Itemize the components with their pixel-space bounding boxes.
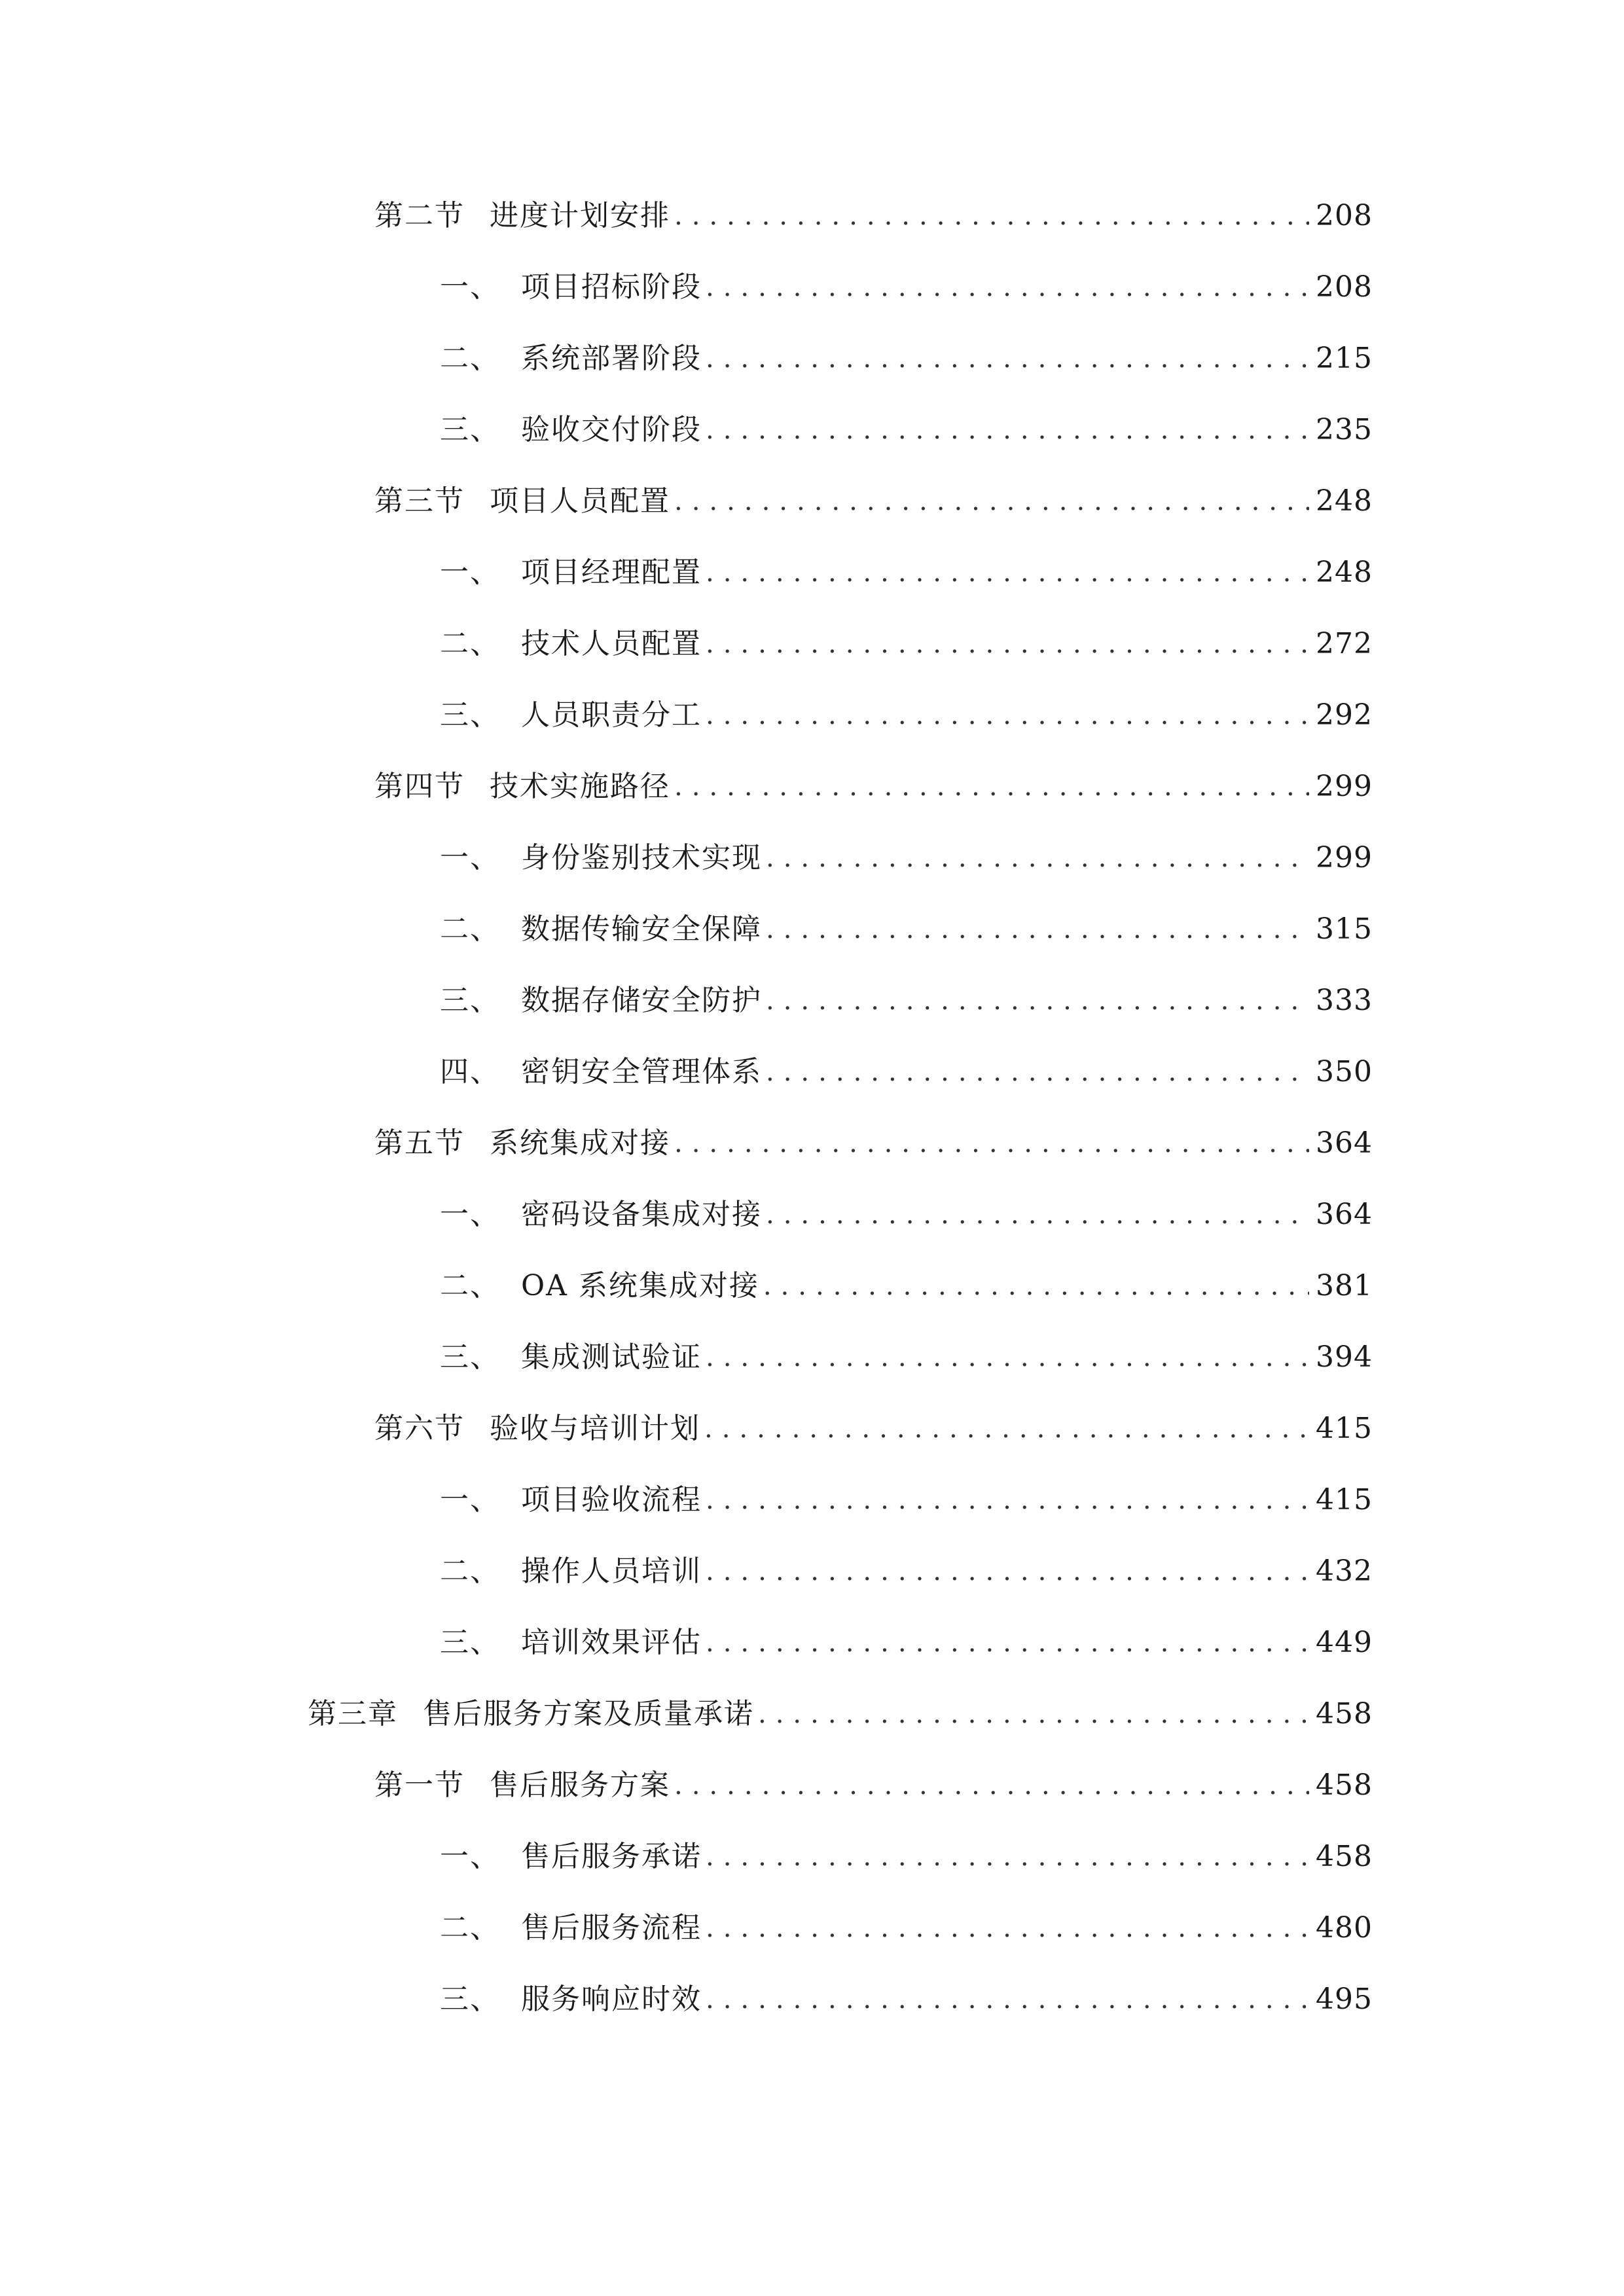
toc-entry-label: [374, 1409, 700, 1448]
toc-entry-title: 项目人员配置: [490, 484, 670, 518]
toc-entry-title: 数据存储安全防护: [521, 984, 762, 1017]
toc-dot-leader: [706, 1338, 1309, 1377]
toc-entry-label: [440, 1195, 762, 1234]
toc-entry[interactable]: [440, 1480, 1373, 1520]
toc-entry[interactable]: [440, 624, 1373, 664]
toc-entry-marker: 三、: [440, 413, 500, 446]
toc-entry[interactable]: [374, 1124, 1373, 1163]
toc-dot-leader: [706, 696, 1309, 735]
toc-page-number: 432: [1316, 1554, 1373, 1588]
toc-entry-marker: 第三章: [308, 1697, 398, 1731]
toc-dot-leader: [706, 339, 1309, 378]
toc-entry-title: 系统部署阶段: [521, 342, 702, 375]
toc-entry-title: 系统集成对接: [490, 1126, 670, 1160]
toc-entry-title: 身份鉴别技术实现: [521, 841, 762, 874]
toc-page-number: 248: [1316, 556, 1373, 589]
toc-entry[interactable]: [374, 767, 1373, 806]
toc-entry-title: 项目招标阶段: [521, 270, 702, 304]
toc-page-number: 458: [1316, 1840, 1373, 1873]
toc-page-number: 215: [1316, 342, 1373, 375]
toc-dot-leader: [706, 1552, 1309, 1591]
toc-entry-marker: 一、: [440, 556, 500, 589]
toc-entry-title: 操作人员培训: [521, 1554, 702, 1588]
toc-entry[interactable]: [374, 1766, 1373, 1805]
toc-dot-leader: [766, 910, 1309, 949]
toc-entry-title: 售后服务承诺: [521, 1840, 702, 1873]
toc-dot-leader: [674, 196, 1309, 236]
toc-entry-label: [440, 553, 702, 592]
toc-entry-marker: 三、: [440, 698, 500, 732]
toc-page-number: 299: [1316, 841, 1373, 874]
toc-entry-label: [440, 1052, 762, 1092]
toc-page-number: 315: [1316, 912, 1373, 946]
toc-entry-marker: 三、: [440, 1982, 500, 2016]
toc-entry-label: [374, 482, 670, 521]
toc-entry-label: [440, 1480, 702, 1520]
toc-dot-leader: [758, 1695, 1309, 1734]
toc-entry[interactable]: [440, 1623, 1373, 1662]
toc-entry-marker: 第四节: [374, 770, 465, 803]
toc-page-number: 458: [1316, 1768, 1373, 1802]
toc-dot-leader: [706, 1480, 1309, 1520]
toc-entry-marker: 二、: [440, 1269, 500, 1302]
toc-entry-marker: 第三节: [374, 484, 465, 518]
toc-entry[interactable]: [374, 1409, 1373, 1448]
toc-page-number: 208: [1316, 199, 1373, 232]
toc-dot-leader: [674, 1124, 1309, 1163]
toc-dot-leader: [706, 410, 1309, 450]
toc-page-number: 458: [1316, 1697, 1373, 1731]
toc-entry-label: [440, 1909, 702, 1948]
toc-entry-title: 技术实施路径: [490, 770, 670, 803]
toc-page-number: 208: [1316, 270, 1373, 304]
toc-entry-title: 项目经理配置: [521, 556, 702, 589]
toc-entry-label: [374, 1766, 670, 1805]
toc-dot-leader: [763, 1266, 1309, 1306]
toc-entry-marker: 二、: [440, 1554, 500, 1588]
toc-entry[interactable]: [440, 981, 1373, 1020]
toc-entry-label: [440, 1837, 702, 1876]
toc-page-number: 333: [1316, 984, 1373, 1017]
toc-page-number: 272: [1316, 627, 1373, 660]
toc-entry-title: 进度计划安排: [490, 199, 670, 232]
toc-entry-marker: 三、: [440, 984, 500, 1017]
toc-dot-leader: [674, 767, 1309, 806]
toc-dot-leader: [704, 1409, 1309, 1448]
toc-page-number: 415: [1316, 1483, 1373, 1516]
toc-entry-label: [440, 1338, 702, 1377]
toc-entry-label: [440, 339, 702, 378]
toc-entry[interactable]: [440, 696, 1373, 735]
toc-entry-marker: 一、: [440, 1840, 500, 1873]
toc-entry-title: 人员职责分工: [521, 698, 702, 732]
toc-entry-title: 售后服务方案: [490, 1768, 670, 1802]
toc-entry-title: 项目验收流程: [521, 1483, 702, 1516]
toc-page-number: 495: [1316, 1982, 1373, 2016]
toc-entry-label: [440, 1266, 759, 1306]
toc-page-number: 381: [1316, 1269, 1373, 1302]
toc-entry-title: 密码设备集成对接: [521, 1198, 762, 1231]
toc-entry-title: 集成测试验证: [521, 1340, 702, 1374]
toc-entry[interactable]: [440, 1338, 1373, 1377]
toc-entry-label: [440, 1980, 702, 2019]
toc-entry-label: [440, 1552, 702, 1591]
toc-entry-marker: 二、: [440, 912, 500, 946]
toc-entry-marker: 一、: [440, 1483, 500, 1516]
toc-entry-label: [308, 1695, 754, 1734]
toc-page-number: 350: [1316, 1055, 1373, 1088]
toc-dot-leader: [706, 1980, 1309, 2019]
toc-dot-leader: [766, 981, 1309, 1020]
toc-page-number: 299: [1316, 770, 1373, 803]
toc-entry-label: [440, 838, 762, 878]
toc-dot-leader: [766, 838, 1309, 878]
toc-entry[interactable]: [440, 339, 1373, 378]
toc-entry-title: 培训效果评估: [521, 1626, 702, 1659]
toc-entry-marker: 第六节: [374, 1412, 465, 1445]
toc-entry-title: 验收交付阶段: [521, 413, 702, 446]
toc-entry[interactable]: [440, 838, 1373, 878]
toc-dot-leader: [766, 1195, 1309, 1234]
toc-entry[interactable]: [374, 482, 1373, 521]
toc-dot-leader: [706, 553, 1309, 592]
toc-entry-title: 密钥安全管理体系: [521, 1055, 762, 1088]
toc-entry-title: OA 系统集成对接: [521, 1269, 759, 1302]
toc-dot-leader: [706, 268, 1309, 307]
toc-entry[interactable]: [308, 1695, 1373, 1734]
toc-entry-label: [440, 410, 702, 450]
toc-entry[interactable]: [440, 1052, 1373, 1092]
toc-entry-title: 服务响应时效: [521, 1982, 702, 2016]
toc-entry-label: [440, 268, 702, 307]
toc-dot-leader: [706, 1909, 1309, 1948]
toc-entry-marker: 二、: [440, 627, 500, 660]
toc-entry-label: [374, 1124, 670, 1163]
toc-dot-leader: [674, 482, 1309, 521]
toc-page-number: 449: [1316, 1626, 1373, 1659]
toc-entry-marker: 二、: [440, 1911, 500, 1945]
toc-entry[interactable]: [440, 1909, 1373, 1948]
toc-entry-marker: 三、: [440, 1340, 500, 1374]
toc-dot-leader: [766, 1052, 1309, 1092]
toc-page-number: 394: [1316, 1340, 1373, 1374]
toc-entry-label: [440, 1623, 702, 1662]
toc-entry-title: 技术人员配置: [521, 627, 702, 660]
toc-entry-label: [374, 767, 670, 806]
toc-entry[interactable]: [440, 1980, 1373, 2019]
toc-entry-marker: 第二节: [374, 199, 465, 232]
toc-entry-marker: 二、: [440, 342, 500, 375]
toc-entry[interactable]: [440, 268, 1373, 307]
toc-entry-title: 售后服务流程: [521, 1911, 702, 1945]
toc-entry[interactable]: [440, 1552, 1373, 1591]
toc-entry-marker: 一、: [440, 1198, 500, 1231]
toc-dot-leader: [674, 1766, 1309, 1805]
toc-entry[interactable]: [374, 196, 1373, 236]
toc-page-number: 480: [1316, 1911, 1373, 1945]
toc-page-number: 415: [1316, 1412, 1373, 1445]
toc-page-number: 248: [1316, 484, 1373, 518]
toc-page-number: 364: [1316, 1126, 1373, 1160]
toc-entry-title: 验收与培训计划: [490, 1412, 700, 1445]
toc-page-number: 292: [1316, 698, 1373, 732]
toc-entry-label: [374, 196, 670, 236]
toc-entry-title: 售后服务方案及质量承诺: [423, 1697, 754, 1731]
toc-dot-leader: [706, 624, 1309, 664]
toc-dot-leader: [706, 1837, 1309, 1876]
toc-entry-marker: 一、: [440, 270, 500, 304]
toc-entry-marker: 三、: [440, 1626, 500, 1659]
toc-entry-marker: 一、: [440, 841, 500, 874]
toc-entry-marker: 四、: [440, 1055, 500, 1088]
toc-entry-label: [440, 981, 762, 1020]
toc-entry[interactable]: [440, 1195, 1373, 1234]
toc-entry[interactable]: [440, 553, 1373, 592]
toc-entry-label: [440, 910, 762, 949]
toc-page-number: 364: [1316, 1198, 1373, 1231]
toc-entry-marker: 第五节: [374, 1126, 465, 1160]
toc-entry[interactable]: [440, 1837, 1373, 1876]
toc-entry-title: 数据传输安全保障: [521, 912, 762, 946]
toc-entry[interactable]: [440, 910, 1373, 949]
toc-entry-label: [440, 696, 702, 735]
toc-entry-label: [440, 624, 702, 664]
toc-dot-leader: [706, 1623, 1309, 1662]
toc-entry-marker: 第一节: [374, 1768, 465, 1802]
toc-page-number: 235: [1316, 413, 1373, 446]
toc-entry[interactable]: [440, 410, 1373, 450]
toc-entry[interactable]: [440, 1266, 1373, 1306]
